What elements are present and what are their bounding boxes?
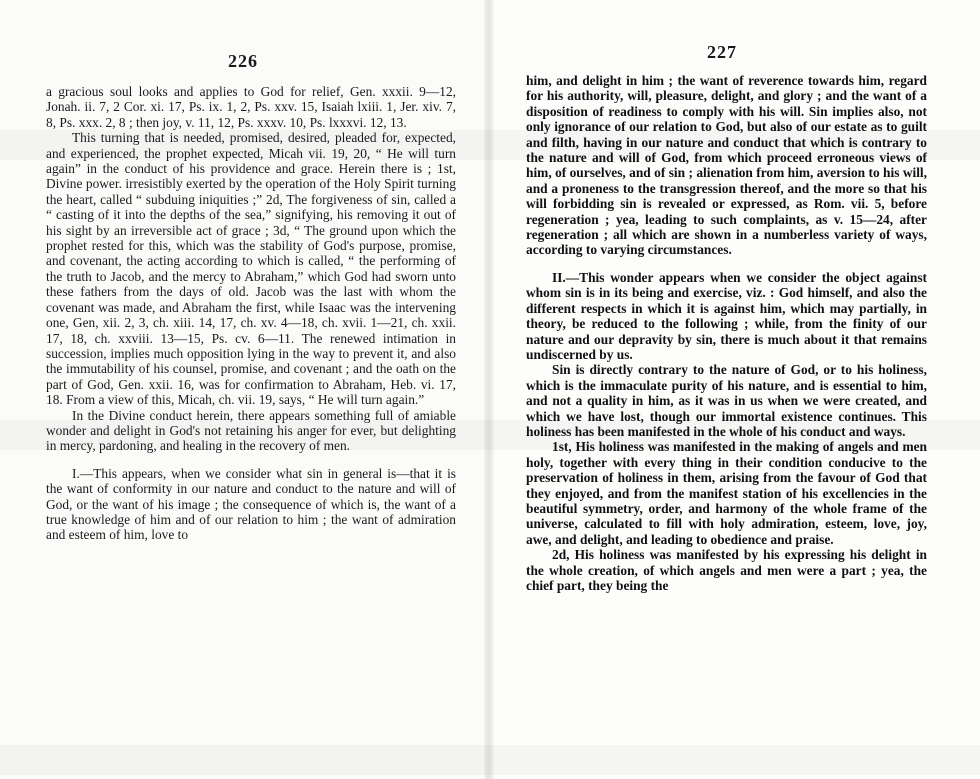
paragraph: 2d, His holiness was manifested by his expressing his delight in the whole creation, of which angels and men were a part ; yea, the chief part, they being the	[526, 547, 927, 593]
text-column	[526, 73, 927, 593]
paragraph: I.—This appears, when we consider what sin in general is—that it is the want of conformity in our nature and conduct to the nature and will of God, or the want of his image ; the consequence of which is, the want of a true knowledge of him and of our relation to him ; the want of admiration and esteem of him, love to	[46, 465, 456, 543]
paragraph: 1st, His holiness was manifested in the making of angels and men holy, together with every thing in their condition conducive to the preservation of holiness in them, arising from the favour of God that they enjoyed, and from the manifest station of his excellencies in the beautiful symmetry, order, and harmony of the whole frame of the universe, calculated to fill with holy admiration, esteem, love, joy, awe, and delight, and leading to obedience and praise.	[526, 439, 927, 547]
left-page	[0, 0, 488, 779]
paragraph: In the Divine conduct herein, there appears something full of amiable wonder and delight in God's not retaining his anger for ever, but delighting in mercy, pardoning, and healing in the recovery of men.	[46, 407, 456, 454]
page-number: 226	[228, 51, 258, 71]
scan-band	[0, 745, 488, 775]
paragraph: Sin is directly contrary to the nature of God, or to his holiness, which is the immaculate purity of his nature, and is essential to him, and not a quality in him, as it was in us when we were created, and which we have lost, though our immortal existence continues. This holiness has been manifested in the whole of his conduct and ways.	[526, 362, 927, 439]
right-page	[488, 0, 980, 779]
paragraph: him, and delight in him ; the want of reverence towards him, regard for his authority, will, pleasure, delight, and glory ; and the want of a disposition of readiness to comply with his will. Sin implies also, not only ignorance of our relation to God, but also of our estate as to guilt and filth, having in our nature and conduct that which is contrary to the nature and will of God, from which proceed erroneous views of him, of ourselves, and of sin ; alienation from him, aversion to his will, and a proneness to the transgression thereof, and the more so that his will forbidding sin is revealed or expressed, as Rom. vii. 5, before regeneration ; yea, leading to such complaints, as v. 15—24, after regeneration ; all which are shown in a numberless variety of ways, according to varying circumstances.	[526, 73, 927, 258]
book-gutter	[484, 0, 494, 779]
paragraph: This turning that is needed, promised, desired, pleaded for, expected, and experienced, the prophet expected, Micah vii. 19, 20, “ He will turn again” in the conduct of his providence and grace. Herein there is ; 1st, Divine power. irresistibly exerted by the operation of the Holy Spirit turning the heart, called “ subduing iniquities ;” 2d, The forgiveness of sin, called a “ casting of it into the depths of the sea,” signifying, his removing it out of his sight by an irreversible act of grace ; 3d, “ The ground upon which the prophet rested for this, which was the stability of God's purpose, promise, and covenant, the acting according to which is called, “ the performing of the truth to Jacob, and the mercy to Abraham,” which God had sworn unto these fathers from the days of old. Jacob was the last with whom the covenant was made, and Abraham the first, while Isaac was the intervening one, Gen, xii. 2, 3, ch. xiii. 14, 17, ch. xv. 4—18, ch. xvii. 1—21, ch. xxii. 17, 18, ch. xxviii. 13—15, Ps. cv. 6—11. The renewed intimation in succession, implies much opposition lying in the way to prevent it, and also the immutability of his counsel, promise, and covenant ; and the oath on the part of God, Gen. xxii. 16, was for confirmation to Abraham, Heb. vi. 17, 18. From a view of this, Micah, ch. vii. 19, says, “ He will turn again.”	[46, 130, 456, 408]
text-column	[46, 84, 456, 543]
page-number: 227	[707, 42, 737, 62]
scan-band	[488, 745, 980, 775]
paragraph: a gracious soul looks and applies to God for relief, Gen. xxxii. 9—12, Jonah. ii. 7, 2 Cor. xi. 17, Ps. ix. 1, 2, Ps. xxv. 15, Isaiah lxiii. 1, Jer. xiv. 7, 8, Ps. xxx. 2, 8 ; then joy, v. 11, 12, Ps. xxxv. 10, Ps. lxxxvi. 12, 13.	[46, 84, 456, 130]
paragraph: II.—This wonder appears when we consider the object against whom sin is in its being and exercise, viz. : God himself, and also the different respects in which it is against him, which may partially, in theory, be reduced to the following ; while, from the finity of our nature and our depravity by sin, there is much about it that remains undiscerned by us.	[526, 269, 927, 362]
